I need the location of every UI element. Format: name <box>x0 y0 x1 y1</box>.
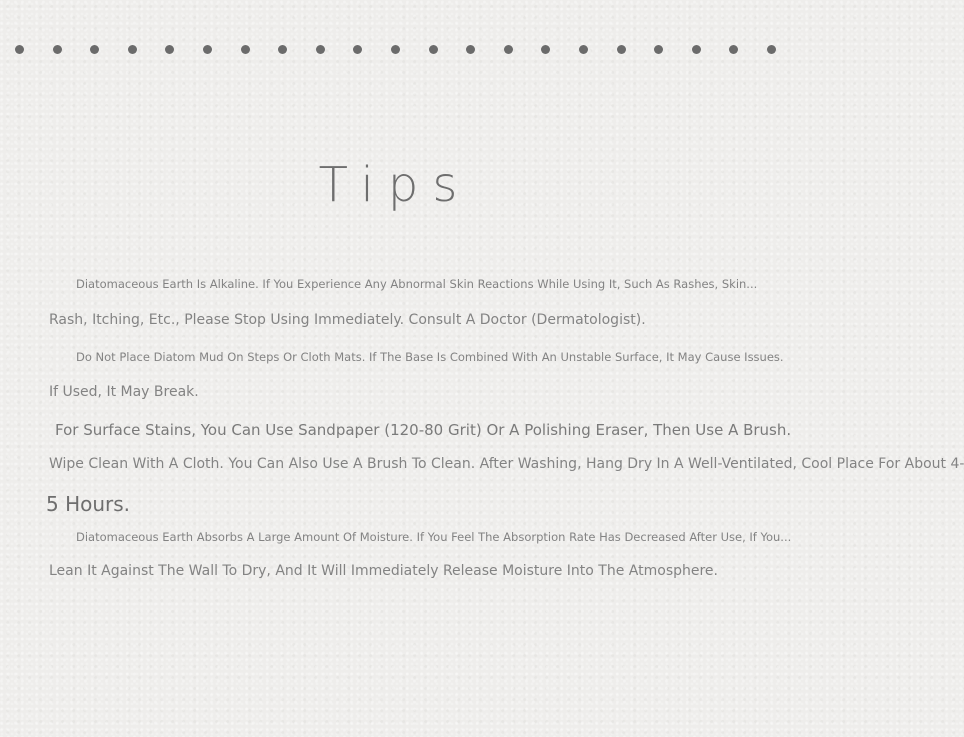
dot <box>353 45 362 54</box>
dot <box>90 45 99 54</box>
dot <box>53 45 62 54</box>
dot <box>391 45 400 54</box>
dot <box>278 45 287 54</box>
dot <box>617 45 626 54</box>
dot <box>165 45 174 54</box>
dot <box>692 45 701 54</box>
dot <box>654 45 663 54</box>
tip-line: Diatomaceous Earth Is Alkaline. If You Experience Any Abnormal Skin Reactions While Using It, Such As Rashes, Skin... <box>76 277 758 291</box>
dot <box>466 45 475 54</box>
dot <box>504 45 513 54</box>
decorative-dot-row <box>15 45 790 54</box>
tip-line: Lean It Against The Wall To Dry, And It Will Immediately Release Moisture Into The Atmosphere. <box>49 563 718 579</box>
dot <box>316 45 325 54</box>
dot <box>15 45 24 54</box>
tip-line: Do Not Place Diatom Mud On Steps Or Cloth Mats. If The Base Is Combined With An Unstable Surface, It May Cause Issues. <box>76 350 784 364</box>
tip-line: Rash, Itching, Etc., Please Stop Using Immediately. Consult A Doctor (Dermatologist). <box>49 312 646 328</box>
dot <box>579 45 588 54</box>
tip-line: 5 Hours. <box>46 492 131 516</box>
dot <box>128 45 137 54</box>
dot <box>767 45 776 54</box>
dot <box>429 45 438 54</box>
dot <box>541 45 550 54</box>
dot <box>729 45 738 54</box>
tip-line: If Used, It May Break. <box>49 384 199 400</box>
tip-line: Diatomaceous Earth Absorbs A Large Amount Of Moisture. If You Feel The Absorption Rate Has Decreased After Use, If You... <box>76 530 792 544</box>
page-title: Tips <box>318 157 472 213</box>
tip-line: For Surface Stains, You Can Use Sandpaper (120-80 Grit) Or A Polishing Eraser, Then Use A Brush. <box>55 421 792 439</box>
dot <box>241 45 250 54</box>
tip-line: Wipe Clean With A Cloth. You Can Also Use A Brush To Clean. After Washing, Hang Dry In A Well-Ventilated, Cool Place For About 4- <box>49 456 964 472</box>
dot <box>203 45 212 54</box>
